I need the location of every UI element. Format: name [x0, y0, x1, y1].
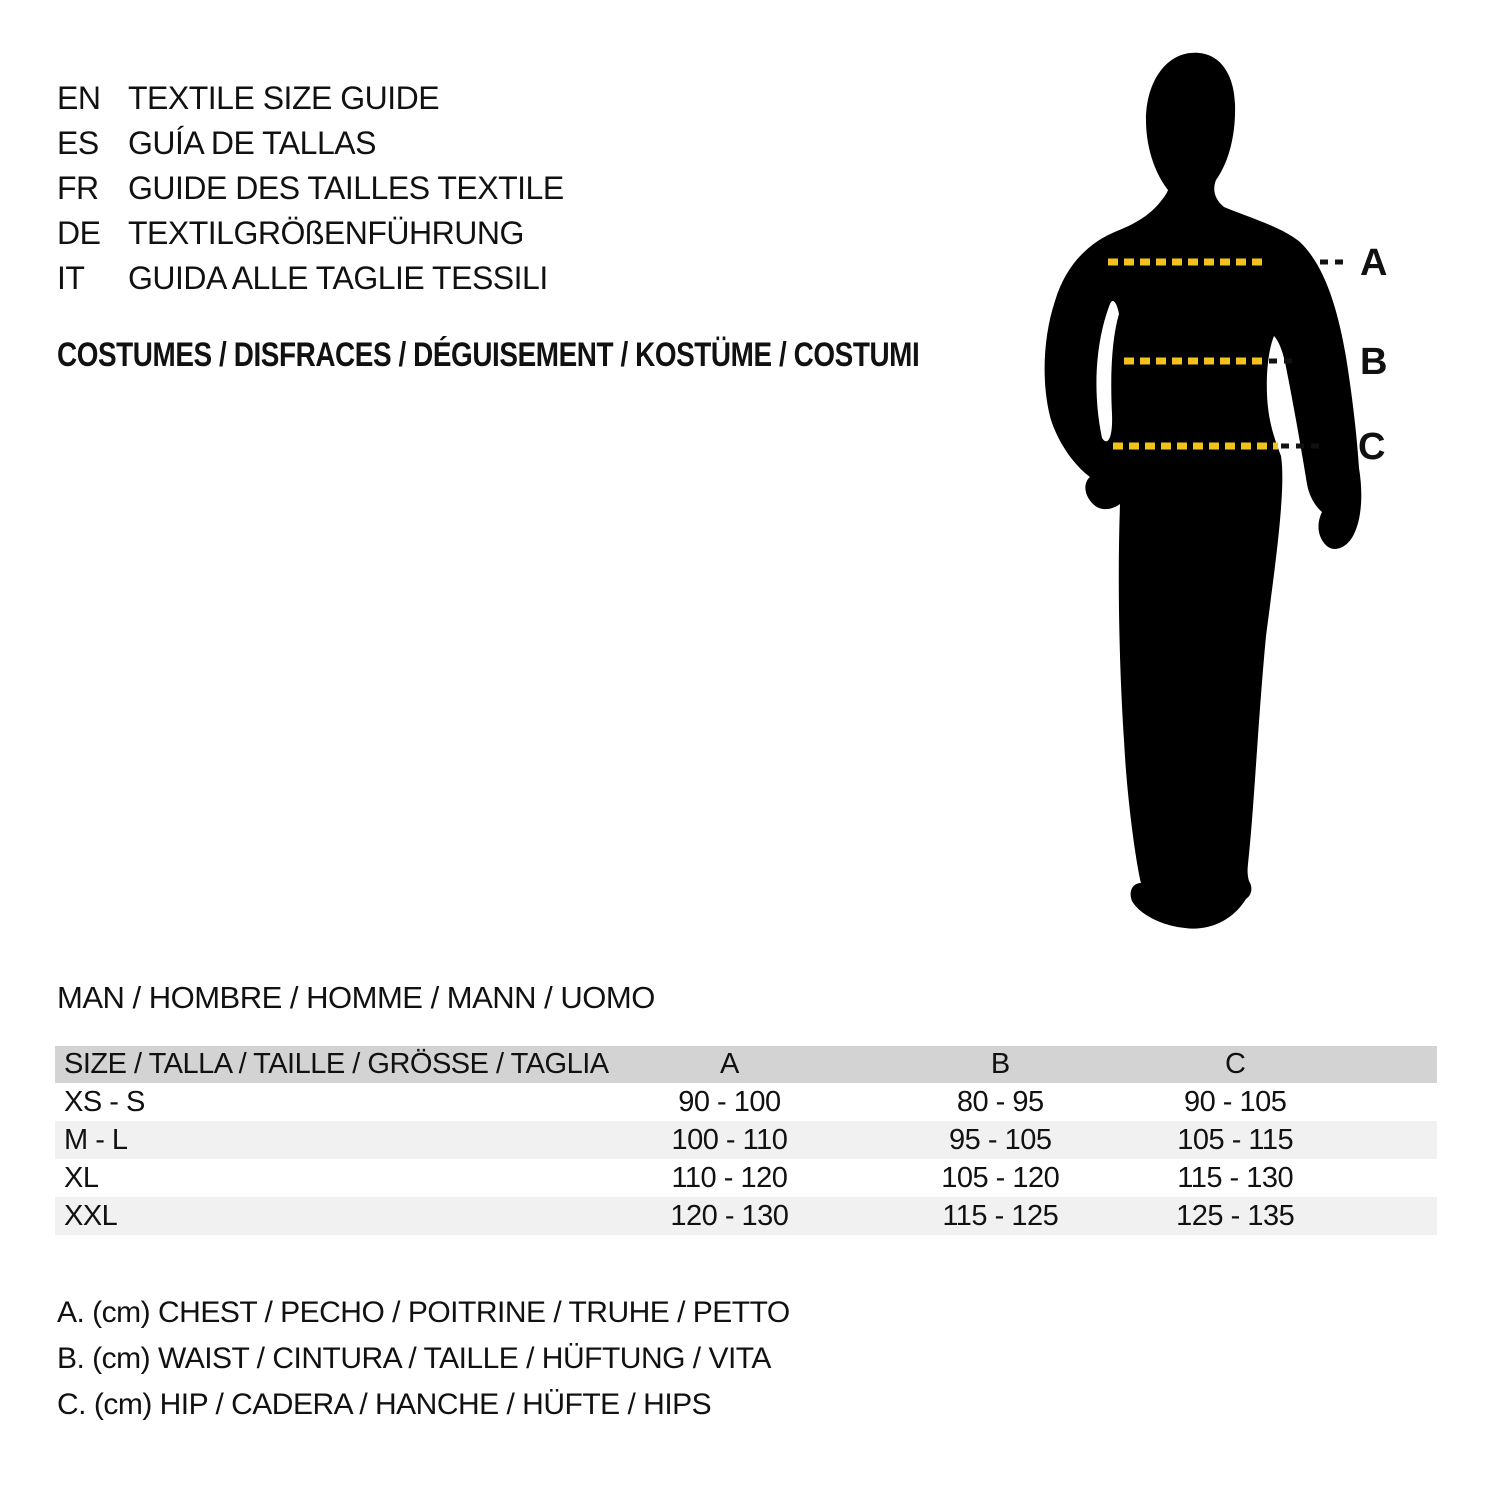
cell-size: XS - S	[64, 1085, 145, 1118]
language-title: GUIDE DES TAILLES TEXTILE	[128, 170, 564, 206]
header-column-b: B	[990, 1048, 1010, 1080]
cell-size: XXL	[64, 1199, 118, 1232]
cell-size: M - L	[64, 1123, 128, 1156]
cell-a: 100 - 110	[671, 1123, 788, 1156]
legend-item-waist: B. (cm) WAIST / CINTURA / TAILLE / HÜFTUNG / VITA	[57, 1342, 771, 1375]
legend-list	[57, 1290, 790, 1428]
measure-label-c: C	[1358, 426, 1386, 468]
table-row-xxl	[55, 1197, 1437, 1235]
language-title: TEXTILGRÖßENFÜHRUNG	[128, 215, 524, 251]
language-code: EN	[57, 80, 101, 116]
table-row-xs-s	[55, 1083, 1437, 1121]
header-column-c: C	[1224, 1048, 1246, 1080]
man-measurement-diagram	[1020, 40, 1400, 960]
language-title: GUÍA DE TALLAS	[128, 125, 376, 161]
cell-size: XL	[64, 1161, 99, 1194]
language-code: DE	[57, 215, 101, 251]
language-title: GUIDA ALLE TAGLIE TESSILI	[128, 260, 548, 296]
language-title: TEXTILE SIZE GUIDE	[128, 80, 440, 116]
cell-c: 115 - 130	[1177, 1161, 1294, 1194]
cell-c: 125 - 135	[1176, 1199, 1295, 1232]
category-title: COSTUMES / DISFRACES / DÉGUISEMENT / KOSTÜME / COSTUMI	[57, 336, 920, 374]
cell-b: 95 - 105	[949, 1123, 1052, 1156]
measure-label-a: A	[1360, 242, 1388, 284]
legend-item-hip: C. (cm) HIP / CADERA / HANCHE / HÜFTE / HIPS	[57, 1388, 712, 1421]
language-row-en	[57, 76, 564, 121]
language-list	[57, 76, 564, 301]
header-size-column: SIZE / TALLA / TAILLE / GRÖSSE / TAGLIA	[64, 1048, 609, 1080]
table-row-xl	[55, 1159, 1437, 1197]
section-title-man: MAN / HOMBRE / HOMME / MANN / UOMO	[57, 980, 655, 1015]
language-code: IT	[57, 260, 85, 296]
cell-b: 80 - 95	[956, 1085, 1044, 1118]
man-silhouette	[1045, 53, 1362, 929]
header-column-a: A	[719, 1048, 739, 1080]
cell-b: 115 - 125	[942, 1199, 1059, 1232]
cell-b: 105 - 120	[941, 1161, 1060, 1194]
measure-label-b: B	[1360, 341, 1388, 383]
language-code: ES	[57, 125, 99, 161]
language-code: FR	[57, 170, 99, 206]
language-row-es	[57, 121, 564, 166]
cell-a: 110 - 120	[671, 1161, 788, 1194]
language-row-it	[57, 256, 564, 301]
table-header-row	[55, 1046, 1437, 1083]
language-row-de	[57, 211, 564, 256]
table-row-m-l	[55, 1121, 1437, 1159]
cell-c: 90 - 105	[1183, 1085, 1287, 1118]
cell-c: 105 - 115	[1177, 1123, 1294, 1156]
size-table	[55, 1046, 1437, 1235]
figure-panel	[1020, 40, 1400, 960]
cell-a: 120 - 130	[670, 1199, 789, 1232]
legend-item-chest: A. (cm) CHEST / PECHO / POITRINE / TRUHE / PETTO	[57, 1296, 790, 1329]
cell-a: 90 - 100	[678, 1085, 781, 1118]
language-row-fr	[57, 166, 564, 211]
